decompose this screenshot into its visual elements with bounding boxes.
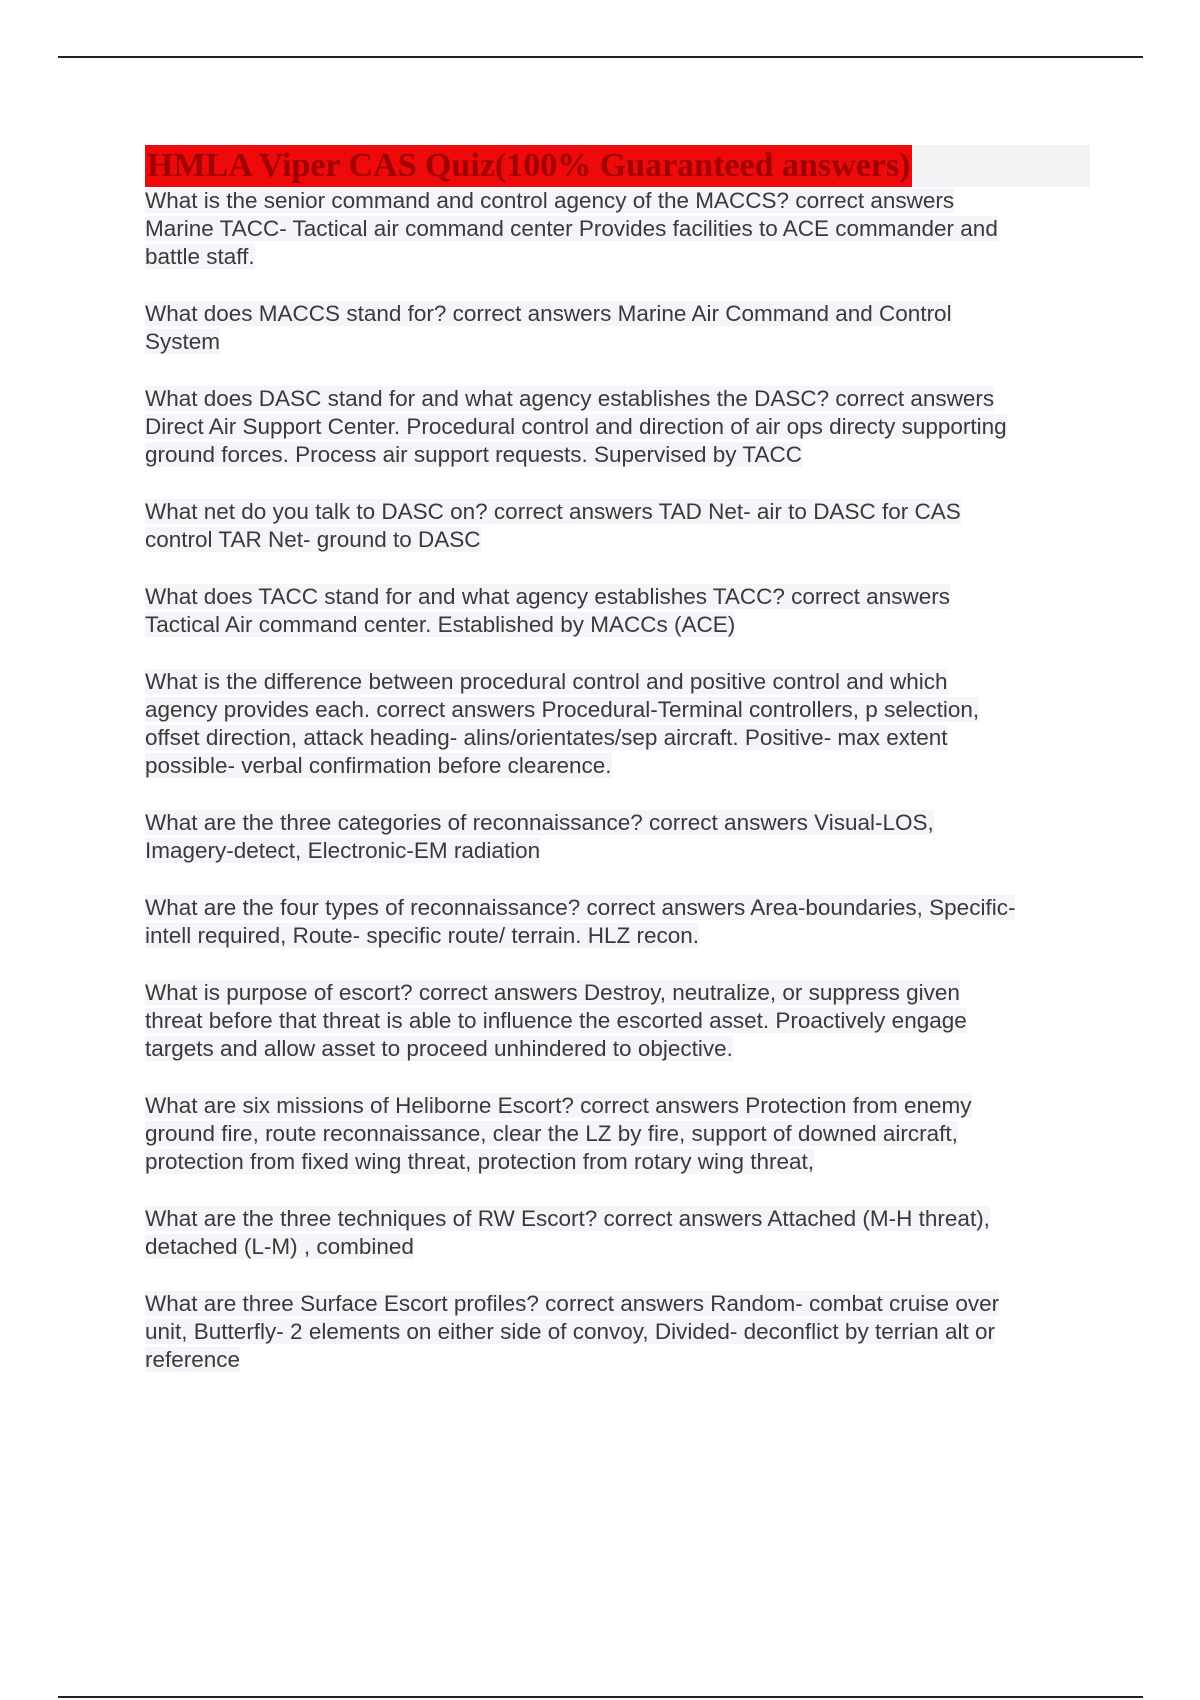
qa-line-text: ground fire, route reconnaissance, clear the LZ by fire, support of downed aircraft, — [145, 1121, 958, 1146]
qa-line-text: agency provides each. correct answers Procedural-Terminal controllers, p selection, — [145, 697, 980, 722]
qa-line — [145, 696, 1090, 724]
qa-line — [145, 1346, 1090, 1374]
qa-line — [145, 1205, 1090, 1233]
qa-line-text: ground forces. Process air support requests. Supervised by TACC — [145, 442, 802, 467]
qa-item — [145, 668, 1090, 780]
qa-line-text: What are three Surface Escort profiles? correct answers Random- combat cruise over — [145, 1291, 1000, 1316]
qa-line-text: detached (L-M) , combined — [145, 1234, 414, 1259]
qa-line-text: protection from fixed wing threat, protection from rotary wing threat, — [145, 1149, 815, 1174]
qa-line — [145, 1035, 1090, 1063]
qa-line — [145, 809, 1090, 837]
qa-line-text: What are six missions of Heliborne Escort? correct answers Protection from enemy — [145, 1093, 972, 1118]
qa-item — [145, 979, 1090, 1063]
qa-item — [145, 187, 1090, 271]
qa-line — [145, 1233, 1090, 1261]
qa-line-text: threat before that threat is able to influence the escorted asset. Proactively engage — [145, 1008, 967, 1033]
qa-line — [145, 837, 1090, 865]
qa-item — [145, 385, 1090, 469]
qa-line — [145, 526, 1090, 554]
qa-line-text: control TAR Net- ground to DASC — [145, 527, 481, 552]
qa-item — [145, 583, 1090, 639]
qa-line — [145, 894, 1090, 922]
qa-line — [145, 498, 1090, 526]
qa-line-text: intell required, Route- specific route/ terrain. HLZ recon. — [145, 923, 699, 948]
qa-line — [145, 611, 1090, 639]
qa-line — [145, 1092, 1090, 1120]
qa-line-text: What net do you talk to DASC on? correct answers TAD Net- air to DASC for CAS — [145, 499, 961, 524]
qa-line — [145, 1148, 1090, 1176]
qa-line-text: Marine TACC- Tactical air command center Provides facilities to ACE commander and — [145, 216, 998, 241]
qa-line-text: offset direction, attack heading- alins/orientates/sep aircraft. Positive- max extent — [145, 725, 948, 750]
qa-line — [145, 668, 1090, 696]
qa-line-text: What is the difference between procedural control and positive control and which — [145, 669, 948, 694]
qa-line-text: What is purpose of escort? correct answers Destroy, neutralize, or suppress given — [145, 980, 960, 1005]
qa-line-text: System — [145, 329, 221, 354]
title-bar — [145, 145, 1090, 187]
qa-line — [145, 1120, 1090, 1148]
top-rule — [58, 56, 1143, 58]
qa-line — [145, 922, 1090, 950]
qa-line — [145, 752, 1090, 780]
qa-item — [145, 809, 1090, 865]
qa-item — [145, 894, 1090, 950]
qa-line — [145, 243, 1090, 271]
qa-line-text: What are the three categories of reconnaissance? correct answers Visual-LOS, — [145, 810, 934, 835]
qa-line — [145, 1318, 1090, 1346]
qa-line-text: targets and allow asset to proceed unhindered to objective. — [145, 1036, 733, 1061]
qa-line — [145, 979, 1090, 1007]
qa-item — [145, 1205, 1090, 1261]
qa-line-text: What does TACC stand for and what agency establishes TACC? correct answers — [145, 584, 950, 609]
qa-item — [145, 498, 1090, 554]
qa-line — [145, 441, 1090, 469]
qa-line — [145, 1007, 1090, 1035]
qa-line — [145, 300, 1090, 328]
bottom-rule — [58, 1696, 1143, 1698]
qa-line-text: Direct Air Support Center. Procedural control and direction of air ops directy supporting — [145, 414, 1007, 439]
qa-line-text: What does MACCS stand for? correct answers Marine Air Command and Control — [145, 301, 952, 326]
qa-line-text: unit, Butterfly- 2 elements on either side of convoy, Divided- deconflict by terrian alt or — [145, 1319, 995, 1344]
qa-line-text: Imagery-detect, Electronic-EM radiation — [145, 838, 541, 863]
qa-line-text: What is the senior command and control agency of the MACCS? correct answers — [145, 188, 955, 213]
qa-line — [145, 385, 1090, 413]
qa-line — [145, 215, 1090, 243]
qa-line-text: What are the four types of reconnaissance? correct answers Area-boundaries, Specific- — [145, 895, 1016, 920]
qa-line-text: What does DASC stand for and what agency establishes the DASC? correct answers — [145, 386, 995, 411]
qa-line-text: Tactical Air command center. Established by MACCs (ACE) — [145, 612, 736, 637]
qa-list — [145, 187, 1090, 1374]
qa-line — [145, 724, 1090, 752]
qa-item — [145, 1092, 1090, 1176]
qa-line-text: battle staff. — [145, 244, 255, 269]
document-body — [145, 145, 1090, 1403]
qa-item — [145, 1290, 1090, 1374]
qa-item — [145, 300, 1090, 356]
qa-line-text: possible- verbal confirmation before clearence. — [145, 753, 612, 778]
qa-line — [145, 187, 1090, 215]
qa-line — [145, 1290, 1090, 1318]
qa-line — [145, 413, 1090, 441]
qa-line — [145, 328, 1090, 356]
qa-line-text: What are the three techniques of RW Escort? correct answers Attached (M-H threat), — [145, 1206, 990, 1231]
document-title: HMLA Viper CAS Quiz(100% Guaranteed answers) — [145, 145, 912, 187]
qa-line — [145, 583, 1090, 611]
qa-line-text: reference — [145, 1347, 241, 1372]
